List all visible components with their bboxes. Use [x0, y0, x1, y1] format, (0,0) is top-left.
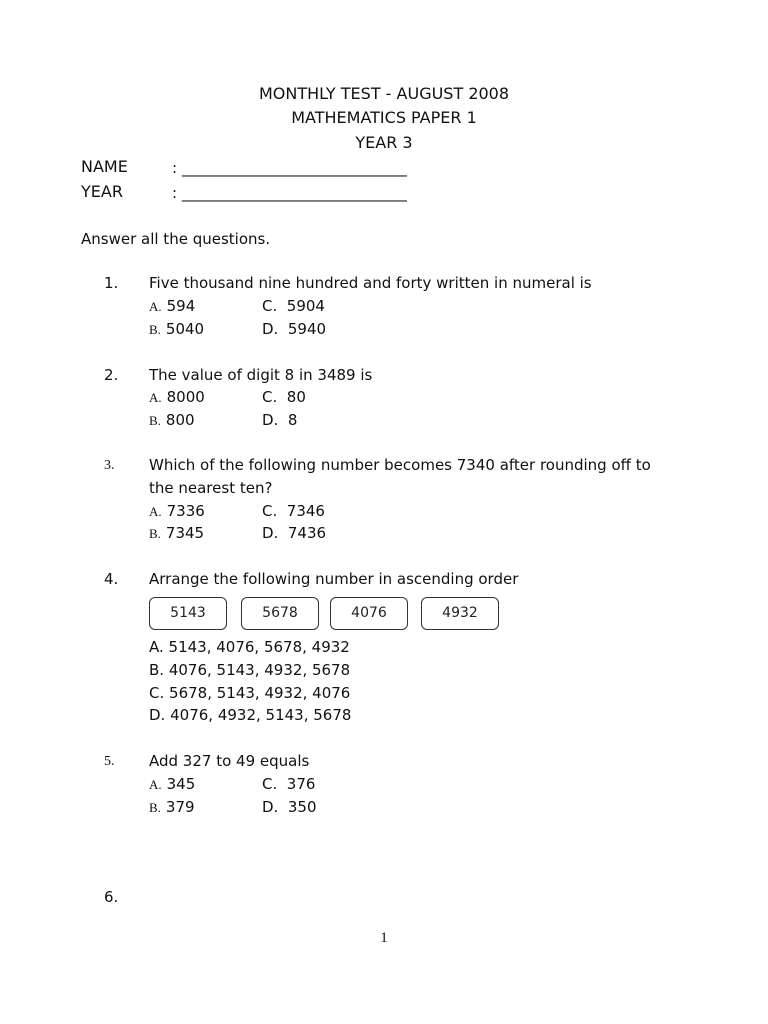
option-value: 5678, 5143, 4932, 4076 — [169, 684, 351, 702]
option-letter: C. — [262, 388, 278, 406]
q3-option-b — [149, 524, 204, 542]
number-box: 5678 — [241, 597, 319, 630]
question-1-number: 1. — [104, 274, 119, 292]
year-label: YEAR — [81, 182, 123, 201]
q3-option-a — [149, 502, 205, 520]
q3-option-d — [262, 524, 326, 542]
option-letter: C. — [262, 297, 278, 315]
option-letter: A. — [149, 504, 162, 519]
question-2-number: 2. — [104, 366, 119, 384]
question-3-text-line2: the nearest ten? — [149, 479, 273, 497]
option-letter: A. — [149, 638, 164, 656]
option-value: 376 — [286, 775, 316, 793]
option-letter: D. — [262, 524, 279, 542]
question-1-text: Five thousand nine hundred and forty written in numeral is — [149, 274, 592, 292]
option-letter: D. — [262, 411, 279, 429]
q2-option-b — [149, 411, 195, 429]
option-value: 379 — [165, 798, 195, 816]
option-value: 5940 — [287, 320, 327, 338]
question-2-text: The value of digit 8 in 3489 is — [149, 366, 373, 384]
option-letter: A. — [149, 299, 162, 314]
q4-option-b — [149, 661, 350, 679]
number-box: 4076 — [330, 597, 408, 630]
question-3-number: 3. — [104, 458, 115, 473]
q1-option-a — [149, 297, 195, 315]
q3-option-c — [262, 502, 325, 520]
option-letter: A. — [149, 777, 162, 792]
q1-option-c — [262, 297, 325, 315]
question-5-number: 5. — [104, 754, 115, 769]
q2-option-a — [149, 388, 205, 406]
option-letter: B. — [149, 526, 161, 541]
option-letter: C. — [149, 684, 165, 702]
option-value: 5904 — [286, 297, 325, 315]
number-box: 4932 — [421, 597, 499, 630]
q5-option-b — [149, 798, 195, 816]
option-value: 5040 — [165, 320, 205, 338]
option-value: 594 — [166, 297, 196, 315]
paper-title: MATHEMATICS PAPER 1 — [291, 108, 477, 127]
q5-option-c — [262, 775, 315, 793]
question-5-text: Add 327 to 49 equals — [149, 752, 310, 770]
option-value: 5143, 4076, 5678, 4932 — [168, 638, 350, 656]
option-letter: B. — [149, 800, 161, 815]
option-value: 8 — [287, 411, 298, 429]
option-value: 4076, 5143, 4932, 5678 — [168, 661, 351, 679]
page-number: 1 — [380, 930, 388, 946]
option-value: 7336 — [166, 502, 205, 520]
option-letter: D. — [262, 320, 279, 338]
option-value: 7345 — [165, 524, 205, 542]
option-value: 4076, 4932, 5143, 5678 — [170, 706, 352, 724]
question-6-number: 6. — [104, 888, 119, 906]
option-value: 7436 — [287, 524, 327, 542]
year-field: : ______________________________ — [172, 184, 407, 202]
option-value: 350 — [287, 798, 317, 816]
option-value: 345 — [166, 775, 196, 793]
option-letter: D. — [149, 706, 166, 724]
name-field: : ______________________________ — [172, 159, 407, 177]
instruction: Answer all the questions. — [81, 230, 271, 248]
q4-option-d — [149, 706, 351, 724]
q5-option-d — [262, 798, 317, 816]
option-letter: B. — [149, 413, 161, 428]
q2-option-c — [262, 388, 306, 406]
option-value: 800 — [165, 411, 195, 429]
q2-option-d — [262, 411, 297, 429]
option-value: 7346 — [286, 502, 325, 520]
option-value: 80 — [286, 388, 306, 406]
q1-option-b — [149, 320, 204, 338]
option-value: 8000 — [166, 388, 205, 406]
question-3-text-line1: Which of the following number becomes 7340 after rounding off to — [149, 456, 651, 474]
q1-option-d — [262, 320, 326, 338]
question-4-text: Arrange the following number in ascending order — [149, 570, 519, 588]
question-4-number: 4. — [104, 570, 119, 588]
option-letter: B. — [149, 322, 161, 337]
option-letter: C. — [262, 502, 278, 520]
option-letter: B. — [149, 661, 165, 679]
option-letter: D. — [262, 798, 279, 816]
year-title: YEAR 3 — [355, 133, 413, 152]
test-title: MONTHLY TEST - AUGUST 2008 — [258, 84, 510, 103]
q4-option-c — [149, 684, 350, 702]
number-box: 5143 — [149, 597, 227, 630]
q5-option-a — [149, 775, 195, 793]
option-letter: C. — [262, 775, 278, 793]
option-letter: A. — [149, 390, 162, 405]
name-label: NAME — [81, 157, 128, 176]
q4-option-a — [149, 638, 350, 656]
